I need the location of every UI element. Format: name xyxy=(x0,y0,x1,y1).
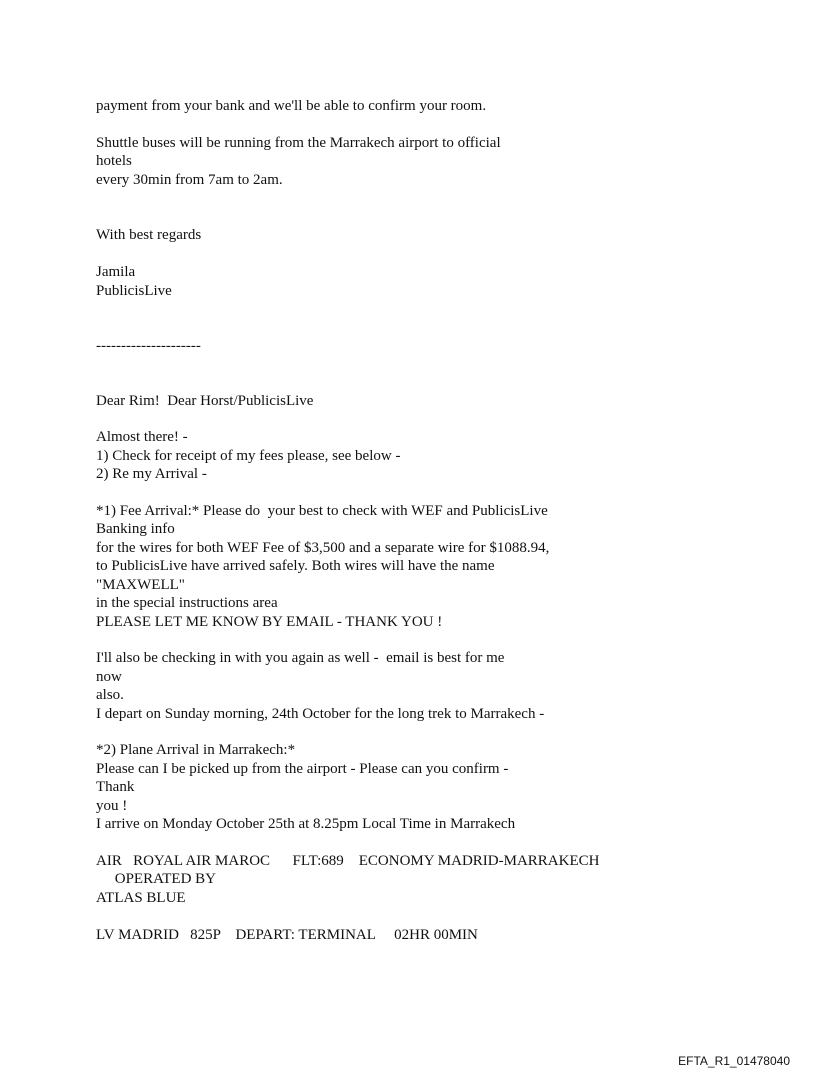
text-line: "MAXWELL" xyxy=(96,577,185,593)
text-line: AIR ROYAL AIR MAROC FLT:689 ECONOMY MADRID-MARRAKECH xyxy=(96,853,600,869)
text-line: I arrive on Monday October 25th at 8.25pm Local Time in Marrakech xyxy=(96,816,516,832)
text-line: LV MADRID 825P DEPART: TERMINAL 02HR 00MIN xyxy=(96,927,478,943)
text-line: Shuttle buses will be running from the Marrakech airport to official xyxy=(96,135,501,151)
text-line: Almost there! - xyxy=(96,429,188,445)
text-line: also. xyxy=(96,687,124,703)
text-line: Please can I be picked up from the airport - Please can you confirm - xyxy=(96,761,509,777)
text-line: 2) Re my Arrival - xyxy=(96,466,207,482)
text-line: 1) Check for receipt of my fees please, see below - xyxy=(96,448,401,464)
text-line: Jamila xyxy=(96,264,136,280)
text-line: Dear Rim! Dear Horst/PublicisLive xyxy=(96,393,314,409)
text-line: Thank xyxy=(96,779,135,795)
text-line: *2) Plane Arrival in Marrakech:* xyxy=(96,742,296,758)
text-line: Banking info xyxy=(96,521,175,537)
text-line: payment from your bank and we'll be able to confirm your room. xyxy=(96,98,487,114)
text-line: now xyxy=(96,669,122,685)
text-line: for the wires for both WEF Fee of $3,500 and a separate wire for $1088.94, xyxy=(96,540,550,556)
text-line: every 30min from 7am to 2am. xyxy=(96,172,283,188)
text-line: you ! xyxy=(96,798,128,814)
text-line: in the special instructions area xyxy=(96,595,278,611)
text-line: PLEASE LET ME KNOW BY EMAIL - THANK YOU ! xyxy=(96,614,443,630)
text-line: ATLAS BLUE xyxy=(96,890,186,906)
divider-text: --------------------- xyxy=(96,338,201,354)
text-line: OPERATED BY xyxy=(96,871,217,887)
text-line: to PublicisLive have arrived safely. Both wires will have the name xyxy=(96,558,495,574)
text-line: I'll also be checking in with you again as well - email is best for me xyxy=(96,650,505,666)
text-line: PublicisLive xyxy=(96,283,172,299)
text-line: With best regards xyxy=(96,227,202,243)
text-line: *1) Fee Arrival:* Please do your best to check with WEF and PublicisLive xyxy=(96,503,548,519)
text-line: hotels xyxy=(96,153,132,169)
document-id: EFTA_R1_01478040 xyxy=(678,1054,790,1068)
text-line: I depart on Sunday morning, 24th October for the long trek to Marrakech - xyxy=(96,706,545,722)
